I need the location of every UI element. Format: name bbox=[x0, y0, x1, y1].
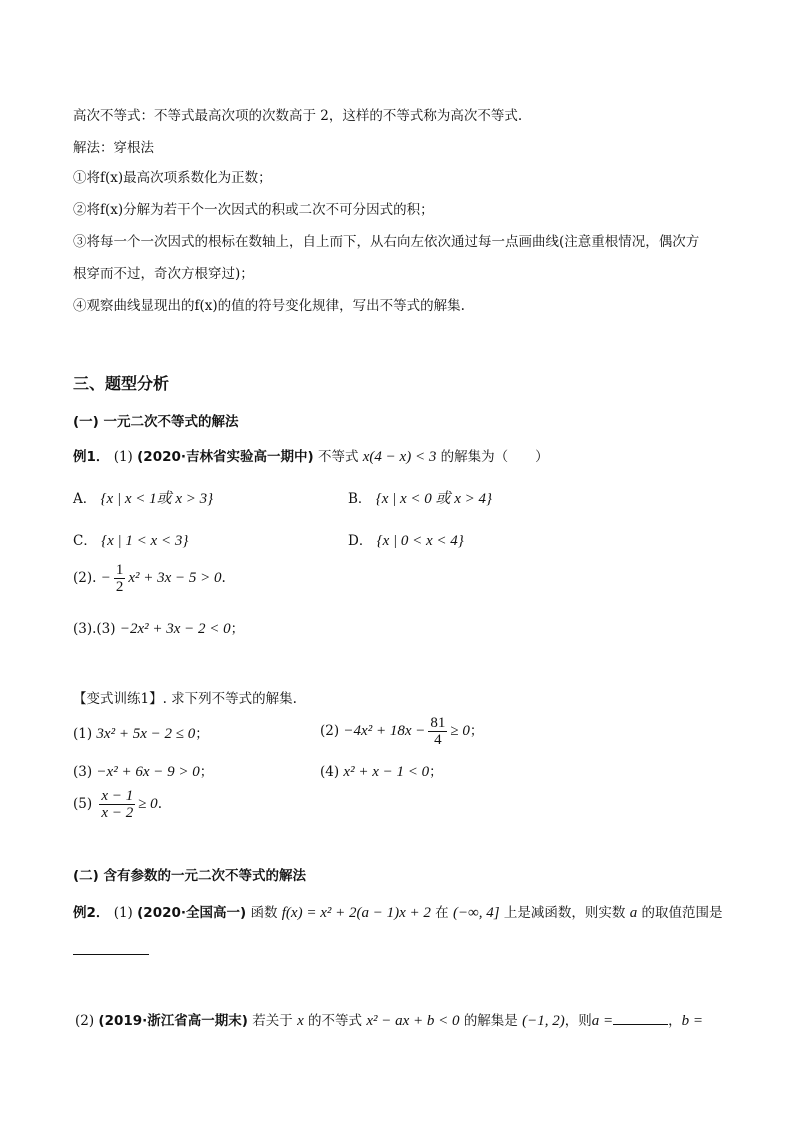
fraction-denominator: 4 bbox=[434, 732, 442, 748]
punctuation: ； bbox=[469, 723, 484, 739]
punctuation: ； bbox=[199, 764, 214, 780]
math-expression: x(4 − x) < 3 bbox=[362, 449, 437, 465]
answer-blank-line bbox=[73, 940, 149, 959]
math-variable-b: b = bbox=[681, 1013, 703, 1029]
math-expression: x² − ax + b < 0 bbox=[366, 1013, 460, 1029]
option-d bbox=[348, 529, 464, 550]
subsection-title-1: (一) 一元二次不等式的解法 bbox=[73, 414, 239, 430]
punctuation: ， bbox=[668, 1013, 682, 1029]
question-text: 函数 bbox=[250, 905, 278, 921]
intro-step-4: ④观察曲线显现出的f(x)的值的符号变化规律，写出不等式的解集. bbox=[73, 298, 465, 314]
punctuation: . bbox=[221, 570, 226, 586]
punctuation: ； bbox=[195, 726, 209, 742]
option-c-label: C． bbox=[73, 533, 97, 549]
punctuation: ； bbox=[429, 764, 443, 780]
question-source: (2019·浙江省高一期末) bbox=[98, 1013, 248, 1029]
answer-blank[interactable] bbox=[73, 940, 149, 955]
question-text: 的解集是 bbox=[463, 1013, 518, 1029]
question-text: 不等式 bbox=[317, 449, 359, 465]
question-text: 上是减函数，则实数 bbox=[503, 905, 626, 921]
question-text: 的不等式 bbox=[308, 1013, 363, 1029]
problem-number: (5) bbox=[73, 796, 93, 812]
math-expression: −4x² + 18x − bbox=[343, 723, 426, 739]
option-a-value: {x | x < 1或 x > 3} bbox=[100, 491, 214, 507]
math-expression: f(x) = x² + 2(a − 1)x + 2 bbox=[281, 905, 431, 921]
option-d-value: {x | 0 < x < 4} bbox=[376, 533, 464, 549]
math-interval: (−∞, 4] bbox=[452, 905, 500, 921]
math-variable-a: a = bbox=[591, 1013, 614, 1029]
punctuation: ； bbox=[230, 621, 245, 637]
training-problem-1 bbox=[73, 722, 209, 743]
math-variable: a bbox=[629, 905, 638, 921]
problem-number: (3) bbox=[73, 764, 93, 780]
intro-line-2: 解法：穿根法 bbox=[73, 140, 154, 156]
question-text-end: 的取值范围是 bbox=[641, 905, 723, 921]
math-interval: (−1, 2) bbox=[522, 1013, 565, 1029]
fraction-numerator: 1 bbox=[115, 562, 124, 578]
option-c bbox=[73, 529, 188, 550]
option-b-value: {x | x < 0 或 x > 4} bbox=[375, 491, 493, 507]
math-expression: x² + 3x − 5 > 0 bbox=[128, 570, 222, 586]
problem-number: (2) bbox=[320, 723, 340, 739]
fraction bbox=[99, 788, 135, 821]
subsection-title-2: (二) 含有参数的一元二次不等式的解法 bbox=[73, 868, 307, 884]
section-title: 三、题型分析 bbox=[73, 374, 170, 393]
question-text-end: 的解集为（ ） bbox=[440, 449, 549, 465]
intro-step-1: ①将f(x)最高次项系数化为正数； bbox=[73, 170, 272, 186]
example-1-question-2 bbox=[73, 562, 226, 595]
problem-number: (1) bbox=[73, 726, 93, 742]
question-text: 若关于 bbox=[252, 1013, 293, 1029]
fraction-denominator: 2 bbox=[115, 579, 124, 595]
question-source: (2020·吉林省实验高一期中) bbox=[137, 449, 314, 465]
example-1-question-1 bbox=[73, 445, 549, 466]
training-problem-3 bbox=[73, 760, 213, 781]
punctuation: . bbox=[157, 796, 162, 812]
option-c-value: {x | 1 < x < 3} bbox=[101, 533, 189, 549]
fraction bbox=[428, 715, 447, 748]
question-number: (1) bbox=[113, 449, 133, 465]
fraction-numerator: x − 1 bbox=[101, 788, 134, 804]
question-number: (2). bbox=[73, 570, 97, 586]
option-a bbox=[73, 487, 213, 508]
example-2-label: 例2． bbox=[73, 905, 110, 921]
training-title: 【变式训练1】. 求下列不等式的解集. bbox=[73, 691, 297, 707]
problem-number: (4) bbox=[320, 764, 340, 780]
math-variable: x bbox=[297, 1013, 304, 1029]
fraction-numerator: 81 bbox=[430, 715, 446, 731]
question-text: 在 bbox=[435, 905, 449, 921]
option-a-label: A． bbox=[73, 491, 97, 507]
training-problem-4 bbox=[320, 760, 443, 781]
option-b bbox=[348, 487, 492, 508]
example-1-question-3 bbox=[73, 617, 244, 638]
training-problem-2 bbox=[320, 715, 483, 748]
intro-line-1: 高次不等式：不等式最高次项的次数高于 2，这样的不等式称为高次不等式. bbox=[73, 108, 523, 124]
training-problem-5 bbox=[73, 788, 162, 821]
question-number: (2) bbox=[75, 1013, 95, 1029]
math-expression: −2x² + 3x − 2 < 0 bbox=[119, 621, 231, 637]
question-text: ，则 bbox=[564, 1013, 592, 1029]
intro-step-3a: ③将每一个一次因式的根标在数轴上，自上而下，从右向左依次通过每一点画曲线(注意重根情况，偶次方 bbox=[73, 234, 700, 250]
fraction-denominator: x − 2 bbox=[101, 805, 134, 821]
intro-step-2: ②将f(x)分解为若干个一次因式的积或二次不可分因式的积； bbox=[73, 202, 434, 218]
question-source: (2020·全国高一) bbox=[137, 905, 247, 921]
minus-sign: − bbox=[100, 570, 111, 586]
fraction bbox=[114, 562, 126, 595]
example-1-label: 例1． bbox=[73, 449, 110, 465]
math-expression: 3x² + 5x − 2 ≤ 0 bbox=[96, 726, 196, 742]
math-expression-tail: ≥ 0 bbox=[138, 796, 158, 812]
math-expression: −x² + 6x − 9 > 0 bbox=[96, 764, 200, 780]
intro-step-3b: 根穿而不过，奇次方根穿过)； bbox=[73, 266, 254, 282]
option-b-label: B． bbox=[348, 491, 372, 507]
math-expression-tail: ≥ 0 bbox=[450, 723, 470, 739]
example-2-question-2 bbox=[75, 1009, 703, 1030]
example-2-question-1 bbox=[73, 901, 723, 922]
math-expression: x² + x − 1 < 0 bbox=[343, 764, 430, 780]
option-d-label: D． bbox=[348, 533, 373, 549]
question-number: (3).(3) bbox=[73, 621, 116, 637]
answer-blank-a[interactable] bbox=[613, 1012, 668, 1025]
question-number: (1) bbox=[113, 905, 133, 921]
